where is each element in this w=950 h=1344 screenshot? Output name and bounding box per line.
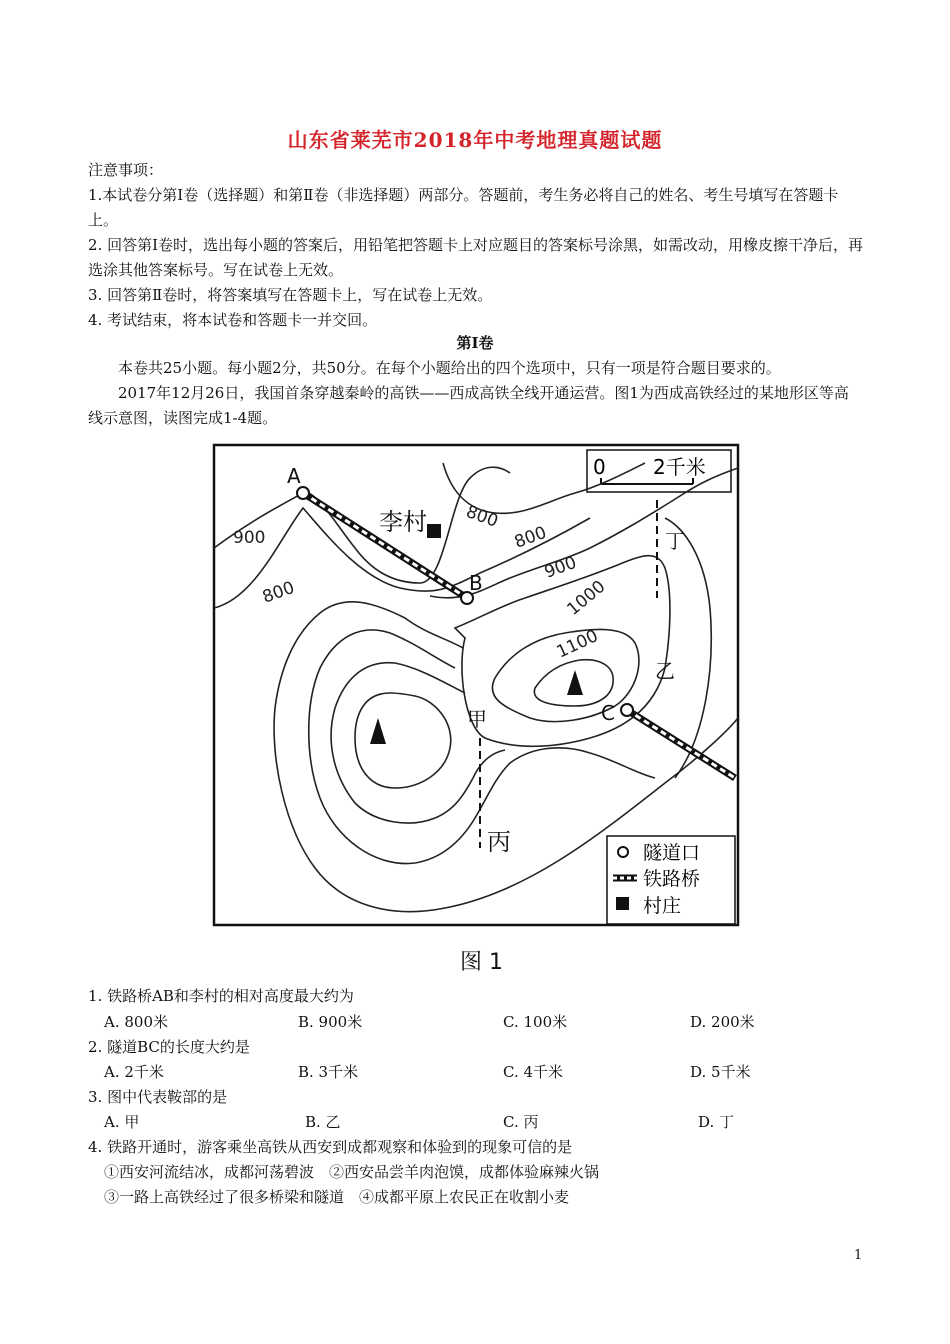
map-legend [607, 836, 735, 924]
page-title: 山东省莱芜市2018年中考地理真题试题 [287, 128, 663, 152]
q2-option-a: A. 2千米 [104, 1063, 164, 1081]
q2-option-b: B. 3千米 [298, 1063, 359, 1081]
scale-zero: 0 [593, 455, 606, 479]
q1-option-b: B. 900米 [298, 1013, 363, 1031]
q3-option-a: A. 甲 [104, 1113, 140, 1131]
village-name: 李村 [379, 508, 427, 536]
q1-option-d: D. 200米 [690, 1013, 755, 1031]
contour-label: 1100 [553, 626, 602, 663]
contour-label: 900 [541, 552, 580, 583]
legend-bridge: 铁路桥 [643, 868, 701, 890]
q1-option-c: C. 100米 [503, 1013, 568, 1031]
question-3-stem: 3. 图中代表鞍部的是 [88, 1088, 228, 1106]
question-1-stem: 1. 铁路桥AB和李村的相对高度最大约为 [88, 987, 354, 1005]
notice-3: 3. 回答第Ⅱ卷时，将答案填写在答题卡上，写在试卷上无效。 [88, 286, 493, 304]
q4-statements-1: ①西安河流结冰，成都河荡碧波 ②西安品尝羊肉泡馍，成都体验麻辣火锅 [104, 1163, 600, 1181]
notes-heading: 注意事项： [88, 161, 164, 179]
q3-option-c: C. 丙 [503, 1113, 539, 1131]
passage: 2017年12月26日，我国首条穿越秦岭的高铁——西成高铁全线开通运营。图1为西成高铁经过的某地形区等高线示意图，读图完成1-4题。 [88, 384, 849, 427]
question-4-stem: 4. 铁路开通时，游客乘坐高铁从西安到成都观察和体验到的现象可信的是 [88, 1138, 573, 1156]
peak-west-icon [370, 718, 386, 744]
q4-statements-2: ③一路上高铁经过了很多桥梁和隧道 ④成都平原上农民正在收割小麦 [104, 1188, 570, 1206]
point-a-label: A [287, 464, 301, 488]
contour-label: 1000 [563, 576, 610, 620]
place-jia: 甲 [467, 707, 487, 731]
section-title: 第Ⅰ卷 [456, 334, 494, 352]
figure-caption: 图 1 [460, 950, 503, 975]
place-yi: 乙 [655, 659, 675, 683]
contour-label: 800 [511, 522, 550, 553]
legend-tunnel: 隧道口 [643, 842, 701, 864]
contour-label: 800 [463, 501, 501, 532]
question-2-stem: 2. 隧道BC的长度大约是 [88, 1038, 250, 1056]
peak-east-icon [567, 670, 583, 695]
q3-option-b: B. 乙 [305, 1113, 341, 1131]
notice-2: 2. 回答第Ⅰ卷时，选出每小题的答案后，用铅笔把答题卡上对应题目的答案标号涂黑，如需改动，用橡皮擦干净后，再选涂其他答案标号。写在试卷上无效。 [88, 236, 864, 279]
contour-label: 800 [259, 577, 298, 608]
page-number: 1 [854, 1248, 863, 1263]
section-intro: 本卷共25小题。每小题2分，共50分。在每个小题给出的四个选项中，只有一项是符合题目要求的。 [118, 359, 781, 377]
q3-option-d: D. 丁 [698, 1113, 735, 1131]
q2-option-c: C. 4千米 [503, 1063, 564, 1081]
point-c-label: C [601, 701, 615, 725]
place-bing: 丙 [487, 828, 511, 856]
legend-village: 村庄 [643, 895, 682, 917]
notice-4: 4. 考试结束，将本试卷和答题卡一并交回。 [88, 311, 378, 329]
scale-label: 2千米 [653, 455, 706, 479]
contour-map [195, 438, 745, 933]
village-marker [427, 524, 441, 538]
notice-1: 1.本试卷分第Ⅰ卷（选择题）和第Ⅱ卷（非选择题）两部分。答题前，考生务必将自己的姓名、考生号填写在答题卡上。 [88, 186, 839, 229]
place-ding: 丁 [665, 529, 685, 553]
q1-option-a: A. 800米 [104, 1013, 168, 1031]
point-b-label: B [469, 571, 483, 595]
contour-label: 900 [233, 528, 266, 548]
q2-option-d: D. 5千米 [690, 1063, 751, 1081]
